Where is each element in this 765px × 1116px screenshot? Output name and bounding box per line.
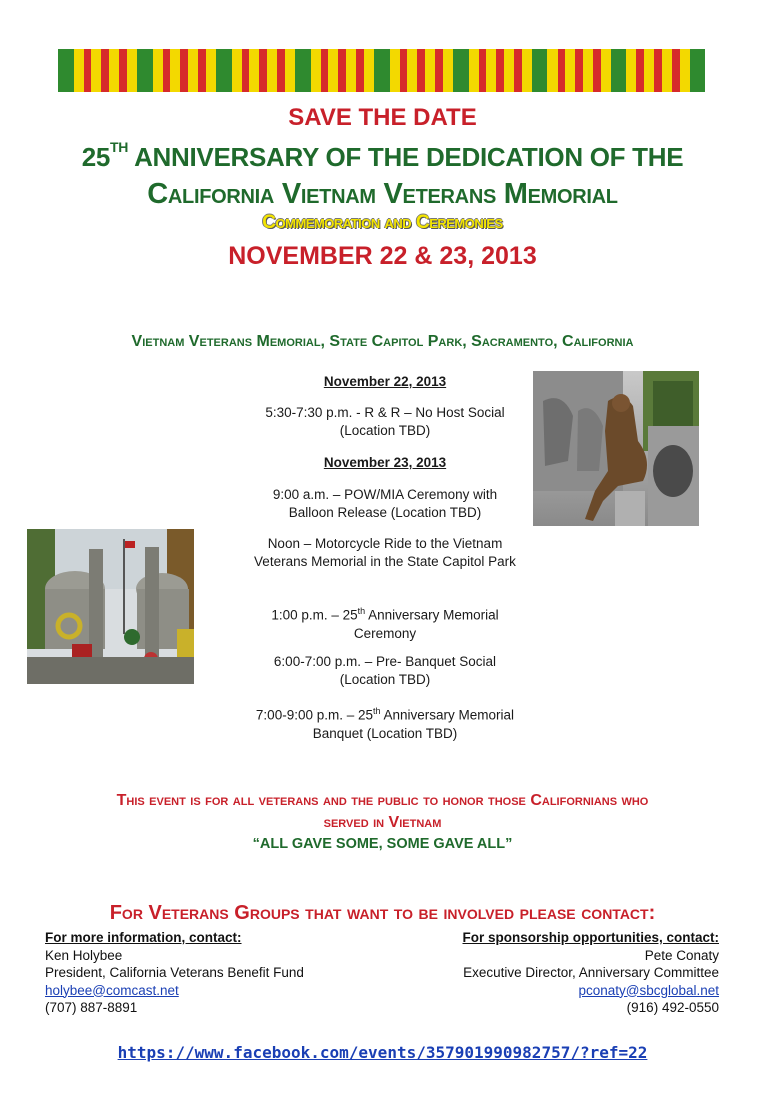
ribbon-stripe (163, 49, 171, 92)
ribbon-stripe (662, 49, 672, 92)
anniversary-number: 25 (81, 142, 111, 172)
ribbon-stripe (672, 49, 680, 92)
day2-item-memorial: 1:00 p.m. – 25th Anniversary Memorial Ceremony (271, 606, 499, 641)
memorial-statue-photo (533, 371, 699, 526)
ribbon-stripe (249, 49, 259, 92)
day2-heading: November 23, 2013 (323, 455, 447, 470)
ribbon-stripe (198, 49, 206, 92)
ribbon-stripe (407, 49, 417, 92)
ribbon-stripe (188, 49, 198, 92)
ribbon-stripe (644, 49, 654, 92)
day2-item-social: 6:00-7:00 p.m. – Pre- Banquet Social (Location TBD) (273, 654, 497, 687)
ribbon-stripe (58, 49, 74, 92)
ribbon-stripe (636, 49, 644, 92)
ribbon-stripe (532, 49, 548, 92)
ribbon-stripe (514, 49, 522, 92)
ribbon-stripe (311, 49, 321, 92)
memorial-name: California Vietnam Veterans Memorial (147, 178, 618, 210)
notice-line1: This event is for all veterans and the public to honor those Californians who (116, 792, 649, 809)
ribbon-stripe (565, 49, 575, 92)
ribbon-stripe (558, 49, 566, 92)
ribbon-stripe (504, 49, 514, 92)
ribbon-stripe (364, 49, 374, 92)
facebook-event-link[interactable] (0, 1043, 765, 1062)
ribbon-stripe (443, 49, 453, 92)
ribbon-stripe (259, 49, 267, 92)
email-link[interactable]: pconaty@sbcglobal.net (578, 982, 719, 998)
ribbon-stripe (267, 49, 277, 92)
event-location: Vietnam Veterans Memorial, State Capitol Park, Sacramento, California (131, 333, 634, 350)
ribbon-stripe (328, 49, 338, 92)
day2-item-ceremony: 9:00 a.m. – POW/MIA Ceremony with Balloon Release (Location TBD) (272, 487, 498, 520)
ribbon-stripe (654, 49, 662, 92)
ribbon-stripe (374, 49, 390, 92)
event-dates: NOVEMBER 22 & 23, 2013 (228, 242, 537, 270)
commemoration-subtitle: Commemoration and Ceremonies (262, 212, 503, 233)
contact-name: Ken Holybee (45, 947, 123, 963)
save-the-date-title: SAVE THE DATE (288, 104, 477, 131)
event-notice (0, 790, 765, 834)
ribbon-stripe (593, 49, 601, 92)
ribbon-stripe (417, 49, 425, 92)
ribbon-stripe (101, 49, 109, 92)
ribbon-stripe (486, 49, 496, 92)
info-label: For more information, contact: (45, 930, 242, 945)
ribbon-stripe (84, 49, 92, 92)
day1-heading: November 22, 2013 (323, 374, 447, 389)
contact-name: Pete Conaty (644, 947, 719, 963)
ribbon-stripe (153, 49, 163, 92)
ribbon-stripe (321, 49, 329, 92)
ribbon-stripe (216, 49, 232, 92)
ribbon-stripe (469, 49, 479, 92)
ribbon-stripe (206, 49, 216, 92)
ribbon-stripe (575, 49, 583, 92)
ribbon-stripe (180, 49, 188, 92)
ribbon-stripe (137, 49, 153, 92)
ribbon-stripe (356, 49, 364, 92)
notice-line2: served in Vietnam (323, 814, 442, 831)
service-ribbon (58, 49, 706, 92)
ribbon-stripe (611, 49, 627, 92)
contact-info-right (463, 929, 720, 1017)
ribbon-stripe (453, 49, 469, 92)
ribbon-stripe (400, 49, 408, 92)
day2-item-ride: Noon – Motorcycle Ride to the Vietnam Veterans Memorial in the State Capitol Park (254, 536, 516, 569)
ribbon-stripe (496, 49, 504, 92)
day2-item-banquet: 7:00-9:00 p.m. – 25th Anniversary Memorial Banquet (Location TBD) (255, 706, 515, 741)
ribbon-stripe (390, 49, 400, 92)
anniversary-line (0, 139, 765, 173)
ribbon-stripe (601, 49, 611, 92)
ribbon-stripe (232, 49, 242, 92)
ribbon-stripe (338, 49, 346, 92)
contact-heading: For Veterans Groups that want to be involved please contact: (109, 902, 656, 924)
ribbon-stripe (127, 49, 137, 92)
day1-item: 5:30-7:30 p.m. - R & R – No Host Social (Location TBD) (265, 405, 505, 438)
contact-title: President, California Veterans Benefit Fund (45, 965, 304, 980)
ribbon-stripe (119, 49, 127, 92)
ribbon-stripe (91, 49, 101, 92)
contact-phone: (707) 887-8891 (45, 1000, 138, 1015)
ribbon-stripe (435, 49, 443, 92)
ribbon-stripe (690, 49, 706, 92)
ribbon-stripe (170, 49, 180, 92)
ribbon-stripe (547, 49, 557, 92)
ribbon-stripe (583, 49, 593, 92)
ribbon-stripe (425, 49, 435, 92)
ribbon-stripe (285, 49, 295, 92)
sponsorship-label: For sponsorship opportunities, contact: (462, 930, 719, 945)
ribbon-stripe (74, 49, 84, 92)
ribbon-stripe (522, 49, 532, 92)
ribbon-stripe (479, 49, 487, 92)
ribbon-stripe (680, 49, 690, 92)
anniversary-text: ANNIVERSARY OF THE DEDICATION OF THE (128, 142, 684, 172)
ribbon-stripe (346, 49, 356, 92)
anniversary-suffix: TH (110, 139, 129, 156)
ribbon-stripe (626, 49, 636, 92)
email-link[interactable]: holybee@comcast.net (45, 982, 179, 998)
memorial-site-photo (27, 529, 194, 684)
ribbon-stripe (295, 49, 311, 92)
contact-info-left (45, 929, 304, 1017)
contact-phone: (916) 492-0550 (626, 1000, 719, 1015)
ribbon-stripe (277, 49, 285, 92)
ribbon-stripe (109, 49, 119, 92)
facebook-url[interactable]: https://www.facebook.com/events/357901990982757/?ref=22 (117, 1043, 648, 1062)
ribbon-stripe (242, 49, 250, 92)
motto-quote: “ALL GAVE SOME, SOME GAVE ALL” (252, 836, 513, 852)
contact-title: Executive Director, Anniversary Committee (463, 965, 719, 980)
